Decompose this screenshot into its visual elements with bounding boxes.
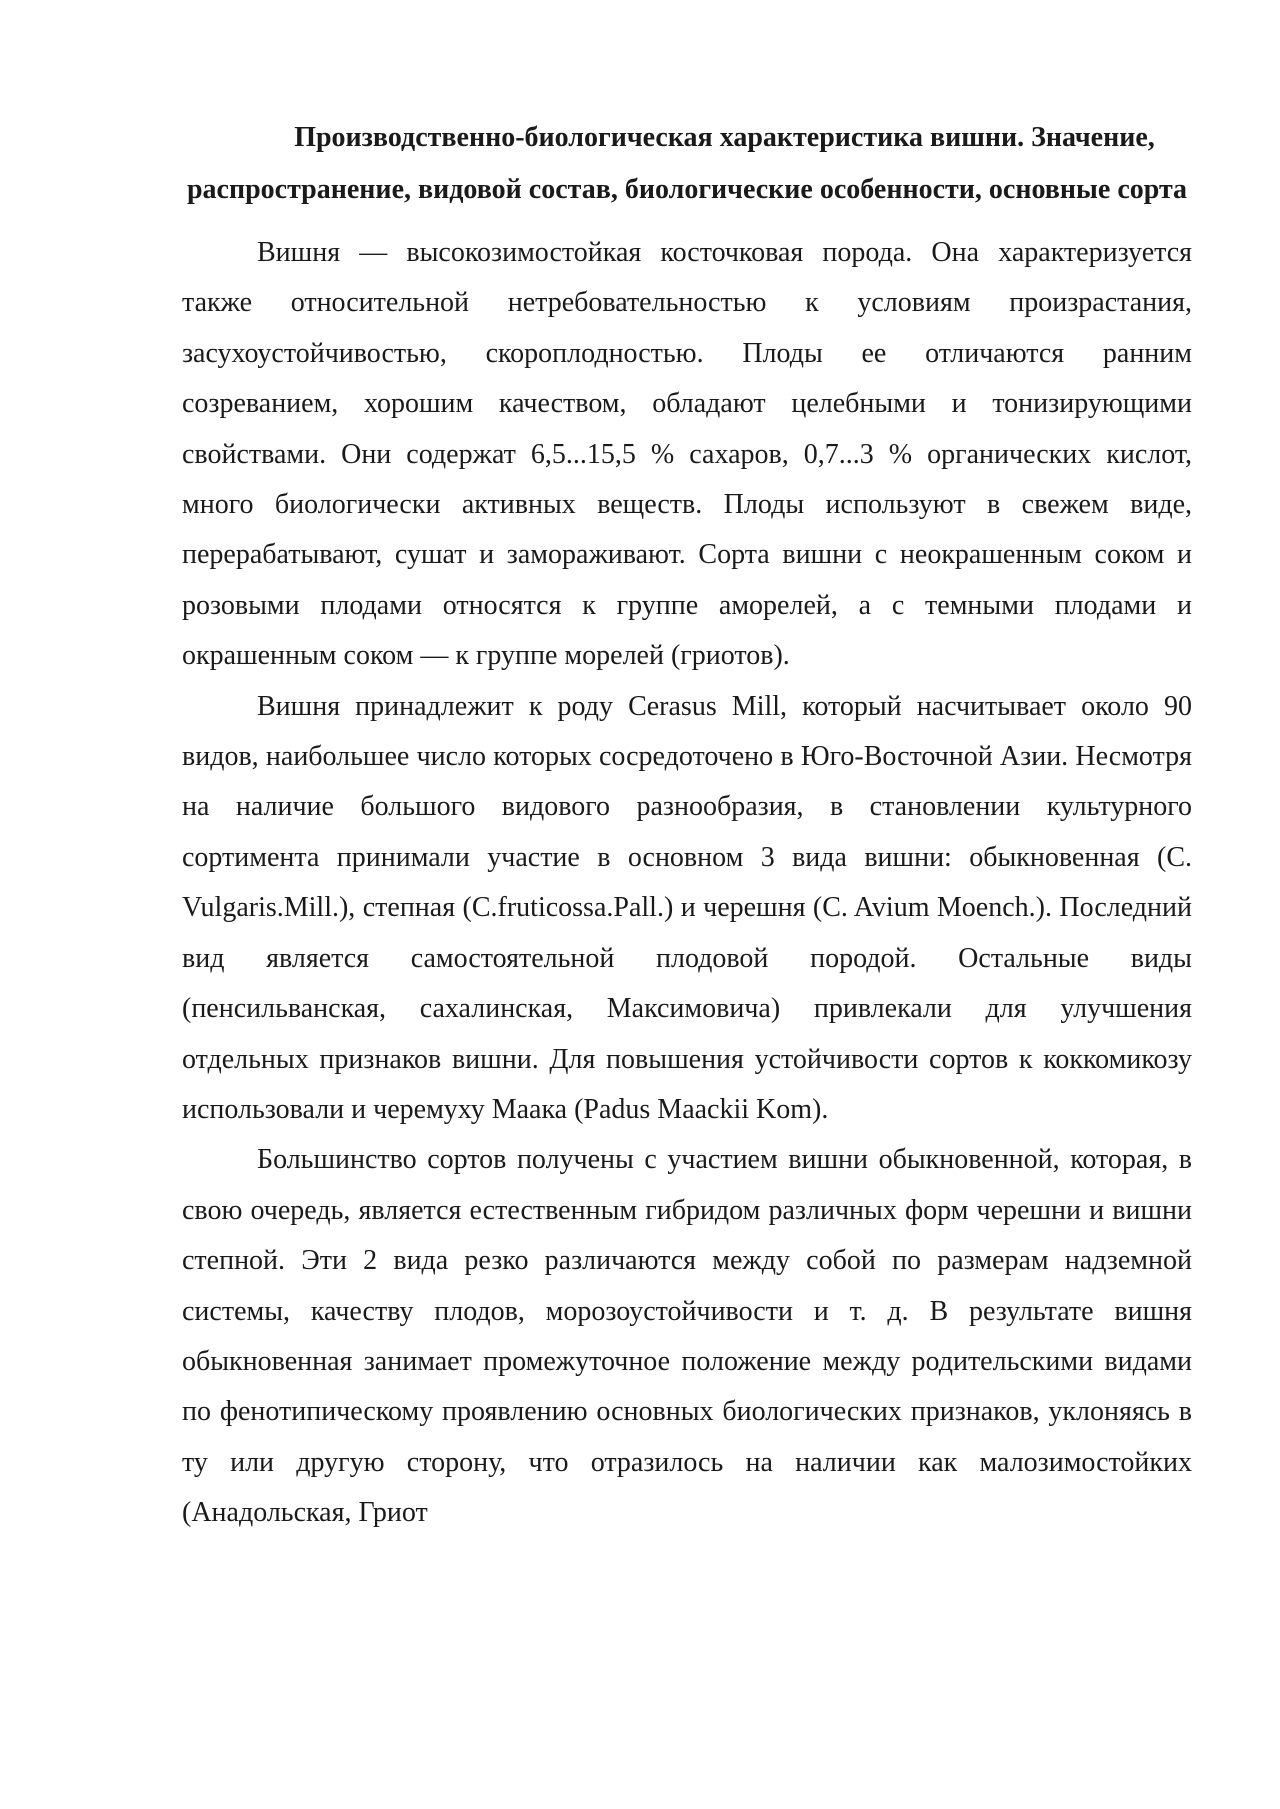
paragraph-3: Большинство сортов получены с участием вишни обыкновенной, которая, в свою очередь, является естественным гибридом различных форм черешни и вишни степной. Эти 2 вида резко различаются между собой по размерам надземной системы, качеству плодов, морозоустойчивости и т. д. В результате вишня обыкновенная занимает промежуточное положение между родительскими видами по фенотипическому проявлению основных биологических признаков, уклоняясь в ту или другую сторону, что отразилось на наличии как малозимостойких (Анадольская, Гриот	[182, 1144, 1192, 1529]
paragraph-2: Вишня принадлежит к роду Cerasus Mill, который насчитывает около 90 видов, наибольшее число которых сосредоточено в Юго-Восточной Азии. Несмотря на наличие большого видового разнообразия, в становлении культурного сортимента принимали участие в основном 3 вида вишни: обыкновенная (C. Vulgaris.Mill.), степная (C.fruticossa.Pall.) и черешня (C. Avium Moench.). Последний вид является самостоятельной плодовой породой. Остальные виды (пенсильванская, сахалинская, Максимовича) привлекали для улучшения отдельных признаков вишни. Для повышения устойчивости сортов к коккомикозу использовали и черемуху Маака (Padus Maackii Kom).	[182, 690, 1192, 1125]
document-title: Производственно-биологическая характеристика вишни. Значение, распространение, видовой состав, биологические особенности, основные сорта	[186, 122, 1188, 205]
document-body	[182, 112, 1192, 1539]
paragraph-1: Вишня — высокозимостойкая косточковая порода. Она характеризуется также относительной нетребовательностью к условиям произрастания, засухоустойчивостью, скороплодностью. Плоды ее отличаются ранним созреванием, хорошим качеством, обладают целебными и тонизирующими свойствами. Они содержат 6,5...15,5 % сахаров, 0,7...3 % органических кислот, много биологически активных веществ. Плоды используют в свежем виде, перерабатывают, сушат и замораживают. Сорта вишни с неокрашенным соком и розовыми плодами относятся к группе аморелей, а с темными плодами и окрашенным соком — к группе морелей (гриотов).	[182, 237, 1192, 672]
